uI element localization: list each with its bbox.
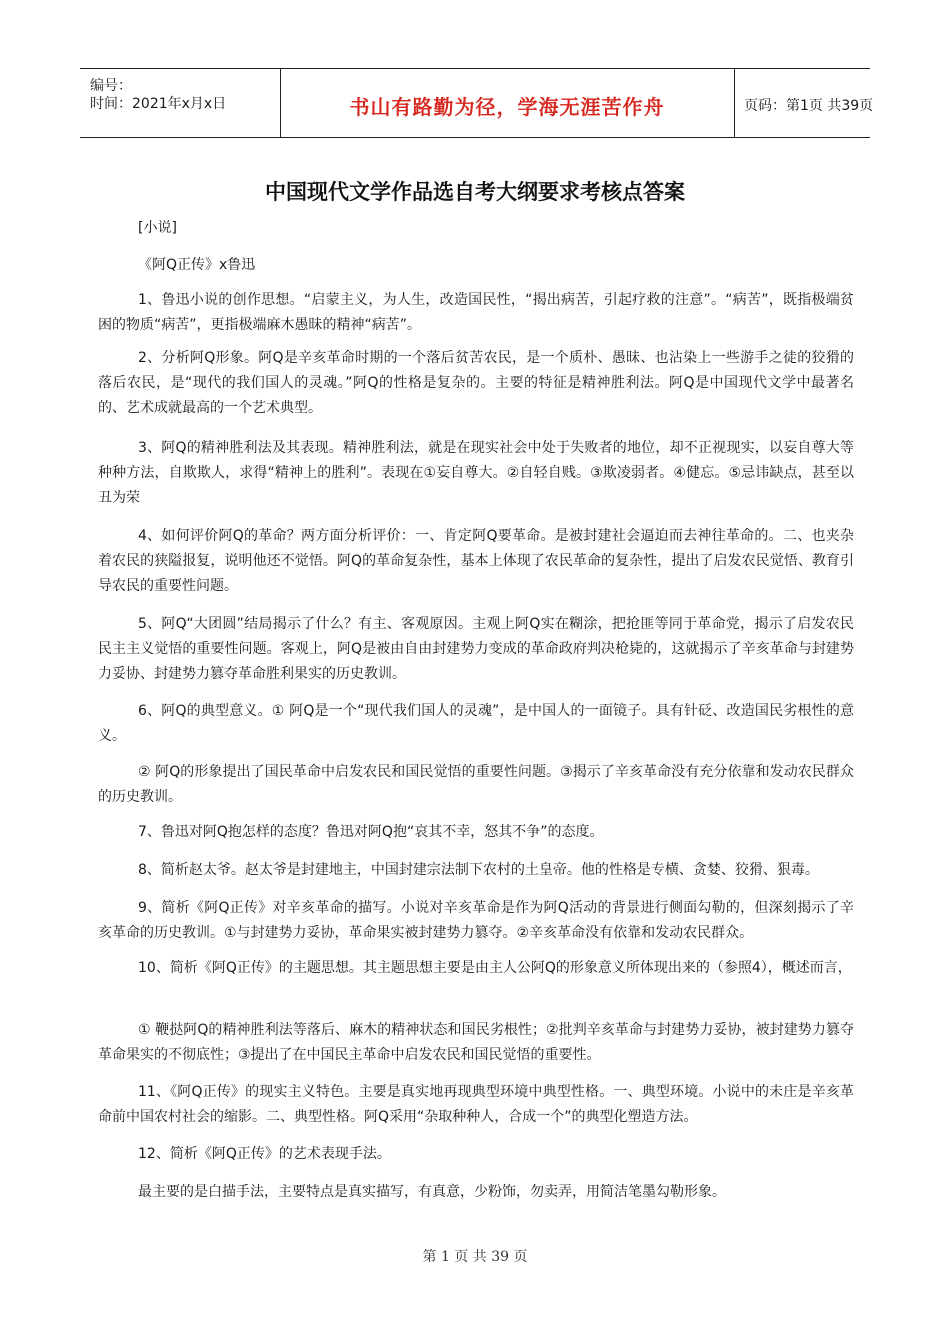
paragraph: 2、分析阿Q形象。阿Q是辛亥革命时期的一个落后贫苦农民，是一个质朴、愚昧、也沾染上一些游手之徒的狡猾的落后农民，是“现代的我们国人的灵魂。”阿Q的性格是复杂的。主要的特征是精神胜利法。阿Q是中国现代文学中最著名的、艺术成就最高的一个艺术典型。 (98, 350, 854, 416)
paragraph: 7、鲁迅对阿Q抱怎样的态度？鲁迅对阿Q抱“哀其不幸，怒其不争”的态度。 (138, 824, 604, 840)
page-number-label: 页码：第1页 共39页 (744, 98, 874, 114)
paragraph: 8、简析赵太爷。赵太爷是封建地主，中国封建宗法制下农村的土皇帝。他的性格是专横、贪婪、狡猾、狠毒。 (138, 862, 819, 878)
header-page-cell (734, 69, 874, 137)
paragraph: 6、阿Q的典型意义。① 阿Q是一个“现代我们国人的灵魂”，是中国人的一面镜子。具有针砭、改造国民劣根性的意义。 (98, 703, 854, 744)
header-info-cell (80, 69, 281, 137)
motto: 书山有路勤为径，学海无涯苦作舟 (349, 95, 665, 119)
paragraph: 5、阿Q“大团圆”结局揭示了什么？有主、客观原因。主观上阿Q实在糊涂，把抢匪等同于革命党，揭示了启发农民民主主义觉悟的重要性问题。客观上，阿Q是被由自由封建势力变成的革命政府判决枪毙的，这就揭示了辛亥革命与封建势力妥协、封建势力篡夺革命胜利果实的历史教训。 (98, 616, 854, 682)
paragraph: 3、阿Q的精神胜利法及其表现。精神胜利法，就是在现实社会中处于失败者的地位，却不正视现实，以妄自尊大等种种方法，自欺欺人，求得“精神上的胜利”。表现在①妄自尊大。②自轻自贱。③欺凌弱者。④健忘。⑤忌讳缺点，甚至以丑为荣 (98, 440, 854, 506)
paragraph: 11、《阿Q正传》的现实主义特色。主要是真实地再现典型环境中典型性格。一、典型环境。小说中的未庄是辛亥革命前中国农村社会的缩影。二、典型性格。阿Q采用“杂取种种人，合成一个”的典型化塑造方法。 (98, 1084, 854, 1125)
paragraph: 最主要的是白描手法，主要特点是真实描写，有真意，少粉饰，勿卖弄，用简洁笔墨勾勒形象。 (138, 1184, 726, 1200)
work-heading: 《阿Q正传》x鲁迅 (138, 257, 256, 273)
section-heading: [小说] (138, 220, 177, 236)
date-label: 时间：2021年x月x日 (90, 96, 227, 112)
paragraph: ① 鞭挞阿Q的精神胜利法等落后、麻木的精神状态和国民劣根性；②批判辛亥革命与封建势力妥协，被封建势力篡夺革命果实的不彻底性；③提出了在中国民主革命中启发农民和国民觉悟的重要性。 (98, 1022, 854, 1063)
page-footer: 第 1 页 共 39 页 (422, 1249, 528, 1265)
paragraph: 1、鲁迅小说的创作思想。“启蒙主义，为人生，改造国民性，“揭出病苦，引起疗救的注意”。“病苦”，既指极端贫困的物质“病苦”，更指极端麻木愚昧的精神“病苦”。 (98, 292, 854, 333)
header-motto-cell (280, 69, 735, 137)
page-header (80, 68, 874, 138)
number-label: 编号： (90, 78, 132, 94)
document-title: 中国现代文学作品选自考大纲要求考核点答案 (265, 180, 685, 204)
paragraph: 12、简析《阿Q正传》的艺术表现手法。 (138, 1146, 391, 1162)
paragraph: ② 阿Q的形象提出了国民革命中启发农民和国民觉悟的重要性问题。③揭示了辛亥革命没有充分依靠和发动农民群众的历史教训。 (98, 764, 854, 805)
paragraph: 9、简析《阿Q正传》对辛亥革命的描写。小说对辛亥革命是作为阿Q活动的背景进行侧面勾勒的，但深刻揭示了辛亥革命的历史教训。①与封建势力妥协，革命果实被封建势力篡夺。②辛亥革命没有依靠和发动农民群众。 (98, 900, 854, 941)
paragraph: 4、如何评价阿Q的革命？两方面分析评价：一、肯定阿Q要革命。是被封建社会逼迫而去神往革命的。二、也夹杂着农民的狭隘报复，说明他还不觉悟。阿Q的革命复杂性，基本上体现了农民革命的复杂性，提出了启发农民觉悟、教育引导农民的重要性问题。 (98, 528, 854, 594)
paragraph: 10、简析《阿Q正传》的主题思想。其主题思想主要是由主人公阿Q的形象意义所体现出来的（参照4），概述而言， (138, 960, 852, 976)
